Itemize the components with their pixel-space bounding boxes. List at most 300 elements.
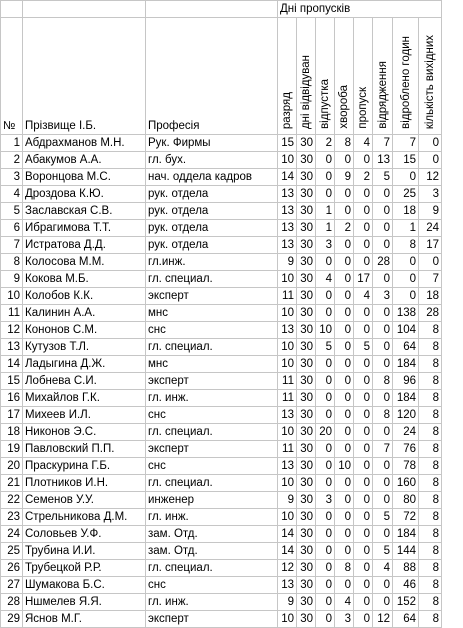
value-cell[interactable]: 0 bbox=[373, 220, 393, 237]
value-cell[interactable]: 8 bbox=[419, 390, 442, 407]
value-cell[interactable]: 0 bbox=[354, 560, 373, 577]
profession-cell[interactable]: гл. инж. bbox=[146, 594, 278, 611]
value-cell[interactable]: 0 bbox=[373, 577, 393, 594]
value-cell[interactable]: 8 bbox=[419, 441, 442, 458]
row-number-cell[interactable]: 28 bbox=[1, 594, 23, 611]
value-cell[interactable]: 3 bbox=[316, 237, 335, 254]
header-blank-cell[interactable] bbox=[146, 1, 278, 18]
value-cell[interactable]: 8 bbox=[419, 594, 442, 611]
value-cell[interactable]: 120 bbox=[393, 407, 419, 424]
value-cell[interactable]: 9 bbox=[278, 254, 297, 271]
profession-cell[interactable]: зам. Отд. bbox=[146, 543, 278, 560]
value-cell[interactable]: 0 bbox=[354, 186, 373, 203]
profession-cell[interactable]: гл. специал. bbox=[146, 560, 278, 577]
value-cell[interactable]: 30 bbox=[297, 169, 316, 186]
value-cell[interactable]: 0 bbox=[354, 322, 373, 339]
value-cell[interactable]: 0 bbox=[373, 237, 393, 254]
value-cell[interactable]: 5 bbox=[373, 509, 393, 526]
value-cell[interactable]: 13 bbox=[278, 322, 297, 339]
profession-cell[interactable]: гл. специал. bbox=[146, 339, 278, 356]
value-cell[interactable]: 11 bbox=[278, 390, 297, 407]
employee-name-cell[interactable]: Стрельникова Д.М. bbox=[23, 509, 146, 526]
value-cell[interactable]: 30 bbox=[297, 220, 316, 237]
profession-cell[interactable]: Рук. Фирмы bbox=[146, 135, 278, 152]
value-cell[interactable]: 0 bbox=[316, 305, 335, 322]
value-cell[interactable]: 28 bbox=[373, 254, 393, 271]
value-cell[interactable]: 0 bbox=[373, 475, 393, 492]
value-cell[interactable]: 30 bbox=[297, 526, 316, 543]
profession-cell[interactable]: эксперт bbox=[146, 373, 278, 390]
value-cell[interactable]: 0 bbox=[335, 237, 354, 254]
row-number-cell[interactable]: 21 bbox=[1, 475, 23, 492]
value-cell[interactable]: 20 bbox=[316, 424, 335, 441]
header-col-cell[interactable] bbox=[419, 18, 442, 135]
profession-cell[interactable]: гл.инж. bbox=[146, 254, 278, 271]
value-cell[interactable]: 30 bbox=[297, 390, 316, 407]
value-cell[interactable]: 14 bbox=[278, 169, 297, 186]
value-cell[interactable]: 8 bbox=[419, 373, 442, 390]
value-cell[interactable]: 30 bbox=[297, 373, 316, 390]
employee-name-cell[interactable]: Праскурина Г.Б. bbox=[23, 458, 146, 475]
value-cell[interactable]: 0 bbox=[354, 611, 373, 628]
value-cell[interactable]: 10 bbox=[278, 152, 297, 169]
value-cell[interactable]: 30 bbox=[297, 203, 316, 220]
value-cell[interactable]: 18 bbox=[419, 288, 442, 305]
value-cell[interactable]: 10 bbox=[278, 305, 297, 322]
profession-cell[interactable]: снс bbox=[146, 577, 278, 594]
value-cell[interactable]: 0 bbox=[354, 441, 373, 458]
row-number-cell[interactable]: 16 bbox=[1, 390, 23, 407]
value-cell[interactable]: 3 bbox=[335, 611, 354, 628]
value-cell[interactable]: 104 bbox=[393, 322, 419, 339]
value-cell[interactable]: 8 bbox=[419, 458, 442, 475]
profession-cell[interactable]: гл. специал. bbox=[146, 424, 278, 441]
value-cell[interactable]: 0 bbox=[335, 271, 354, 288]
row-number-cell[interactable]: 25 bbox=[1, 543, 23, 560]
value-cell[interactable]: 15 bbox=[393, 152, 419, 169]
value-cell[interactable]: 0 bbox=[316, 288, 335, 305]
value-cell[interactable]: 30 bbox=[297, 611, 316, 628]
value-cell[interactable]: 8 bbox=[419, 475, 442, 492]
row-number-cell[interactable]: 15 bbox=[1, 373, 23, 390]
value-cell[interactable]: 0 bbox=[316, 169, 335, 186]
value-cell[interactable]: 4 bbox=[354, 288, 373, 305]
value-cell[interactable]: 0 bbox=[354, 305, 373, 322]
header-blank-cell[interactable] bbox=[23, 1, 146, 18]
row-number-cell[interactable]: 9 bbox=[1, 271, 23, 288]
value-cell[interactable]: 5 bbox=[373, 543, 393, 560]
value-cell[interactable]: 18 bbox=[393, 203, 419, 220]
value-cell[interactable]: 0 bbox=[335, 373, 354, 390]
value-cell[interactable]: 13 bbox=[278, 458, 297, 475]
profession-cell[interactable]: гл. специал. bbox=[146, 271, 278, 288]
employee-name-cell[interactable]: Дроздова К.Ю. bbox=[23, 186, 146, 203]
value-cell[interactable]: 2 bbox=[354, 169, 373, 186]
value-cell[interactable]: 8 bbox=[419, 611, 442, 628]
employee-name-cell[interactable]: Ибрагимова Т.Т. bbox=[23, 220, 146, 237]
header-col-cell[interactable] bbox=[278, 18, 297, 135]
header-blank-cell[interactable] bbox=[1, 1, 23, 18]
value-cell[interactable]: 17 bbox=[419, 237, 442, 254]
employee-name-cell[interactable]: Кононов С.М. bbox=[23, 322, 146, 339]
value-cell[interactable]: 7 bbox=[393, 135, 419, 152]
row-number-cell[interactable]: 27 bbox=[1, 577, 23, 594]
value-cell[interactable]: 0 bbox=[335, 526, 354, 543]
employee-name-cell[interactable]: Истратова Д.Д. bbox=[23, 237, 146, 254]
row-number-cell[interactable]: 26 bbox=[1, 560, 23, 577]
value-cell[interactable]: 46 bbox=[393, 577, 419, 594]
value-cell[interactable]: 0 bbox=[354, 492, 373, 509]
value-cell[interactable]: 0 bbox=[316, 152, 335, 169]
value-cell[interactable]: 0 bbox=[373, 492, 393, 509]
value-cell[interactable]: 64 bbox=[393, 339, 419, 356]
row-number-cell[interactable]: 7 bbox=[1, 237, 23, 254]
header-group-cell[interactable] bbox=[278, 1, 442, 18]
header-col-cell[interactable] bbox=[373, 18, 393, 135]
value-cell[interactable]: 0 bbox=[354, 237, 373, 254]
value-cell[interactable]: 0 bbox=[354, 594, 373, 611]
value-cell[interactable]: 0 bbox=[335, 475, 354, 492]
value-cell[interactable]: 8 bbox=[419, 526, 442, 543]
profession-cell[interactable]: эксперт bbox=[146, 611, 278, 628]
value-cell[interactable]: 10 bbox=[316, 322, 335, 339]
value-cell[interactable]: 0 bbox=[335, 424, 354, 441]
row-number-cell[interactable]: 8 bbox=[1, 254, 23, 271]
value-cell[interactable]: 0 bbox=[335, 441, 354, 458]
value-cell[interactable]: 0 bbox=[419, 254, 442, 271]
value-cell[interactable]: 30 bbox=[297, 135, 316, 152]
value-cell[interactable]: 4 bbox=[373, 560, 393, 577]
value-cell[interactable]: 0 bbox=[316, 390, 335, 407]
value-cell[interactable]: 30 bbox=[297, 492, 316, 509]
row-number-cell[interactable]: 2 bbox=[1, 152, 23, 169]
value-cell[interactable]: 0 bbox=[316, 254, 335, 271]
value-cell[interactable]: 8 bbox=[419, 577, 442, 594]
value-cell[interactable]: 10 bbox=[278, 509, 297, 526]
value-cell[interactable]: 0 bbox=[316, 373, 335, 390]
value-cell[interactable]: 184 bbox=[393, 390, 419, 407]
value-cell[interactable]: 30 bbox=[297, 475, 316, 492]
profession-cell[interactable]: гл. инж. bbox=[146, 390, 278, 407]
value-cell[interactable]: 11 bbox=[278, 288, 297, 305]
value-cell[interactable]: 14 bbox=[278, 526, 297, 543]
value-cell[interactable]: 4 bbox=[335, 594, 354, 611]
profession-cell[interactable]: эксперт bbox=[146, 288, 278, 305]
employee-name-cell[interactable]: Колосова М.М. bbox=[23, 254, 146, 271]
row-number-cell[interactable]: 11 bbox=[1, 305, 23, 322]
value-cell[interactable]: 0 bbox=[316, 186, 335, 203]
value-cell[interactable]: 0 bbox=[316, 407, 335, 424]
row-number-cell[interactable]: 12 bbox=[1, 322, 23, 339]
value-cell[interactable]: 5 bbox=[373, 169, 393, 186]
value-cell[interactable]: 3 bbox=[373, 288, 393, 305]
value-cell[interactable]: 0 bbox=[316, 509, 335, 526]
row-number-cell[interactable]: 13 bbox=[1, 339, 23, 356]
value-cell[interactable]: 0 bbox=[354, 424, 373, 441]
value-cell[interactable]: 13 bbox=[278, 577, 297, 594]
employee-name-cell[interactable]: Трубецкой Р.Р. bbox=[23, 560, 146, 577]
value-cell[interactable]: 80 bbox=[393, 492, 419, 509]
value-cell[interactable]: 10 bbox=[278, 475, 297, 492]
employee-name-cell[interactable]: Михеев И.Л. bbox=[23, 407, 146, 424]
value-cell[interactable]: 0 bbox=[335, 543, 354, 560]
employee-name-cell[interactable]: Шумакова Б.С. bbox=[23, 577, 146, 594]
value-cell[interactable]: 13 bbox=[278, 220, 297, 237]
row-number-cell[interactable]: 3 bbox=[1, 169, 23, 186]
employee-name-cell[interactable]: Калинин А.А. bbox=[23, 305, 146, 322]
value-cell[interactable]: 28 bbox=[419, 305, 442, 322]
value-cell[interactable]: 88 bbox=[393, 560, 419, 577]
value-cell[interactable]: 11 bbox=[278, 373, 297, 390]
value-cell[interactable]: 76 bbox=[393, 441, 419, 458]
value-cell[interactable]: 9 bbox=[278, 492, 297, 509]
value-cell[interactable]: 0 bbox=[354, 407, 373, 424]
value-cell[interactable]: 10 bbox=[278, 339, 297, 356]
value-cell[interactable]: 11 bbox=[278, 441, 297, 458]
employee-name-cell[interactable]: Колобов К.К. bbox=[23, 288, 146, 305]
value-cell[interactable]: 30 bbox=[297, 237, 316, 254]
profession-cell[interactable]: рук. отдела bbox=[146, 237, 278, 254]
row-number-cell[interactable]: 6 bbox=[1, 220, 23, 237]
value-cell[interactable]: 1 bbox=[316, 203, 335, 220]
value-cell[interactable]: 0 bbox=[335, 152, 354, 169]
value-cell[interactable]: 4 bbox=[354, 135, 373, 152]
profession-cell[interactable]: эксперт bbox=[146, 441, 278, 458]
value-cell[interactable]: 13 bbox=[278, 186, 297, 203]
profession-cell[interactable]: зам. Отд. bbox=[146, 526, 278, 543]
value-cell[interactable]: 5 bbox=[316, 339, 335, 356]
value-cell[interactable]: 8 bbox=[419, 560, 442, 577]
value-cell[interactable]: 15 bbox=[278, 135, 297, 152]
value-cell[interactable]: 13 bbox=[278, 407, 297, 424]
value-cell[interactable]: 0 bbox=[354, 543, 373, 560]
value-cell[interactable]: 24 bbox=[419, 220, 442, 237]
value-cell[interactable]: 30 bbox=[297, 594, 316, 611]
value-cell[interactable]: 0 bbox=[393, 169, 419, 186]
row-number-cell[interactable]: 22 bbox=[1, 492, 23, 509]
value-cell[interactable]: 13 bbox=[278, 237, 297, 254]
value-cell[interactable]: 10 bbox=[278, 611, 297, 628]
value-cell[interactable]: 0 bbox=[335, 322, 354, 339]
value-cell[interactable]: 96 bbox=[393, 373, 419, 390]
value-cell[interactable]: 8 bbox=[419, 322, 442, 339]
value-cell[interactable]: 0 bbox=[354, 356, 373, 373]
profession-cell[interactable]: гл. бух. bbox=[146, 152, 278, 169]
value-cell[interactable]: 0 bbox=[393, 288, 419, 305]
value-cell[interactable]: 10 bbox=[278, 271, 297, 288]
value-cell[interactable]: 0 bbox=[335, 203, 354, 220]
value-cell[interactable]: 0 bbox=[335, 339, 354, 356]
row-number-cell[interactable]: 23 bbox=[1, 509, 23, 526]
value-cell[interactable]: 1 bbox=[316, 220, 335, 237]
value-cell[interactable]: 30 bbox=[297, 424, 316, 441]
value-cell[interactable]: 30 bbox=[297, 271, 316, 288]
value-cell[interactable]: 30 bbox=[297, 560, 316, 577]
profession-cell[interactable]: снс bbox=[146, 458, 278, 475]
value-cell[interactable]: 30 bbox=[297, 339, 316, 356]
value-cell[interactable]: 30 bbox=[297, 577, 316, 594]
profession-cell[interactable]: инженер bbox=[146, 492, 278, 509]
value-cell[interactable]: 2 bbox=[316, 135, 335, 152]
value-cell[interactable]: 72 bbox=[393, 509, 419, 526]
value-cell[interactable]: 30 bbox=[297, 509, 316, 526]
value-cell[interactable]: 5 bbox=[354, 339, 373, 356]
value-cell[interactable]: 10 bbox=[335, 458, 354, 475]
employee-name-cell[interactable]: Ладыгина Д.Ж. bbox=[23, 356, 146, 373]
value-cell[interactable]: 0 bbox=[373, 339, 393, 356]
value-cell[interactable]: 30 bbox=[297, 254, 316, 271]
employee-name-cell[interactable]: Никонов Э.С. bbox=[23, 424, 146, 441]
value-cell[interactable]: 8 bbox=[419, 543, 442, 560]
profession-cell[interactable]: рук. отдела bbox=[146, 186, 278, 203]
value-cell[interactable]: 30 bbox=[297, 186, 316, 203]
value-cell[interactable]: 0 bbox=[373, 186, 393, 203]
employee-name-cell[interactable]: Соловьев У.Ф. bbox=[23, 526, 146, 543]
profession-cell[interactable]: гл. специал. bbox=[146, 475, 278, 492]
value-cell[interactable]: 0 bbox=[373, 424, 393, 441]
value-cell[interactable]: 0 bbox=[373, 526, 393, 543]
value-cell[interactable]: 8 bbox=[419, 407, 442, 424]
value-cell[interactable]: 0 bbox=[316, 577, 335, 594]
value-cell[interactable]: 0 bbox=[335, 407, 354, 424]
row-number-cell[interactable]: 18 bbox=[1, 424, 23, 441]
value-cell[interactable]: 10 bbox=[278, 424, 297, 441]
value-cell[interactable]: 8 bbox=[419, 509, 442, 526]
header-name-cell[interactable] bbox=[23, 18, 146, 135]
value-cell[interactable]: 8 bbox=[393, 237, 419, 254]
value-cell[interactable]: 12 bbox=[419, 169, 442, 186]
value-cell[interactable]: 0 bbox=[393, 254, 419, 271]
employee-name-cell[interactable]: Ншмелев Я.Я. bbox=[23, 594, 146, 611]
row-number-cell[interactable]: 10 bbox=[1, 288, 23, 305]
employee-name-cell[interactable]: Кутузов Т.Л. bbox=[23, 339, 146, 356]
value-cell[interactable]: 0 bbox=[316, 475, 335, 492]
profession-cell[interactable]: нач. оддела кадров bbox=[146, 169, 278, 186]
value-cell[interactable]: 0 bbox=[419, 135, 442, 152]
value-cell[interactable]: 0 bbox=[373, 390, 393, 407]
value-cell[interactable]: 0 bbox=[373, 203, 393, 220]
value-cell[interactable]: 138 bbox=[393, 305, 419, 322]
value-cell[interactable]: 24 bbox=[393, 424, 419, 441]
employee-name-cell[interactable]: Михайлов Г.К. bbox=[23, 390, 146, 407]
value-cell[interactable]: 0 bbox=[316, 441, 335, 458]
value-cell[interactable]: 30 bbox=[297, 458, 316, 475]
profession-cell[interactable]: мнс bbox=[146, 356, 278, 373]
value-cell[interactable]: 12 bbox=[373, 611, 393, 628]
value-cell[interactable]: 3 bbox=[419, 186, 442, 203]
value-cell[interactable]: 7 bbox=[373, 441, 393, 458]
value-cell[interactable]: 8 bbox=[373, 407, 393, 424]
value-cell[interactable]: 8 bbox=[373, 373, 393, 390]
row-number-cell[interactable]: 29 bbox=[1, 611, 23, 628]
value-cell[interactable]: 0 bbox=[373, 271, 393, 288]
value-cell[interactable]: 0 bbox=[354, 526, 373, 543]
value-cell[interactable]: 0 bbox=[316, 356, 335, 373]
value-cell[interactable]: 8 bbox=[419, 339, 442, 356]
value-cell[interactable]: 8 bbox=[419, 492, 442, 509]
value-cell[interactable]: 30 bbox=[297, 152, 316, 169]
value-cell[interactable]: 25 bbox=[393, 186, 419, 203]
value-cell[interactable]: 0 bbox=[335, 509, 354, 526]
value-cell[interactable]: 0 bbox=[373, 594, 393, 611]
value-cell[interactable]: 0 bbox=[354, 390, 373, 407]
value-cell[interactable]: 152 bbox=[393, 594, 419, 611]
value-cell[interactable]: 30 bbox=[297, 305, 316, 322]
employee-name-cell[interactable]: Плотников И.Н. bbox=[23, 475, 146, 492]
value-cell[interactable]: 30 bbox=[297, 322, 316, 339]
value-cell[interactable]: 0 bbox=[335, 577, 354, 594]
value-cell[interactable]: 9 bbox=[335, 169, 354, 186]
value-cell[interactable]: 17 bbox=[354, 271, 373, 288]
value-cell[interactable]: 8 bbox=[419, 424, 442, 441]
header-num-cell[interactable] bbox=[1, 18, 23, 135]
value-cell[interactable]: 0 bbox=[393, 271, 419, 288]
value-cell[interactable]: 0 bbox=[335, 305, 354, 322]
value-cell[interactable]: 13 bbox=[278, 203, 297, 220]
value-cell[interactable]: 0 bbox=[335, 254, 354, 271]
row-number-cell[interactable]: 24 bbox=[1, 526, 23, 543]
value-cell[interactable]: 64 bbox=[393, 611, 419, 628]
employee-name-cell[interactable]: Воронцова М.С. bbox=[23, 169, 146, 186]
value-cell[interactable]: 0 bbox=[354, 373, 373, 390]
value-cell[interactable]: 2 bbox=[335, 220, 354, 237]
value-cell[interactable]: 0 bbox=[335, 390, 354, 407]
employee-name-cell[interactable]: Лобнева С.И. bbox=[23, 373, 146, 390]
value-cell[interactable]: 0 bbox=[373, 322, 393, 339]
row-number-cell[interactable]: 19 bbox=[1, 441, 23, 458]
row-number-cell[interactable]: 5 bbox=[1, 203, 23, 220]
value-cell[interactable]: 0 bbox=[373, 305, 393, 322]
value-cell[interactable]: 0 bbox=[354, 254, 373, 271]
value-cell[interactable]: 0 bbox=[335, 492, 354, 509]
value-cell[interactable]: 30 bbox=[297, 407, 316, 424]
value-cell[interactable]: 0 bbox=[373, 356, 393, 373]
profession-cell[interactable]: рук. отдела bbox=[146, 220, 278, 237]
value-cell[interactable]: 7 bbox=[419, 271, 442, 288]
profession-cell[interactable]: гл. инж. bbox=[146, 509, 278, 526]
value-cell[interactable]: 0 bbox=[373, 458, 393, 475]
header-col-cell[interactable] bbox=[297, 18, 316, 135]
row-number-cell[interactable]: 17 bbox=[1, 407, 23, 424]
value-cell[interactable]: 78 bbox=[393, 458, 419, 475]
value-cell[interactable]: 13 bbox=[373, 152, 393, 169]
value-cell[interactable]: 0 bbox=[316, 543, 335, 560]
value-cell[interactable]: 30 bbox=[297, 543, 316, 560]
value-cell[interactable]: 0 bbox=[419, 152, 442, 169]
employee-name-cell[interactable]: Кокова М.Б. bbox=[23, 271, 146, 288]
value-cell[interactable]: 12 bbox=[278, 560, 297, 577]
value-cell[interactable]: 160 bbox=[393, 475, 419, 492]
value-cell[interactable]: 184 bbox=[393, 526, 419, 543]
profession-cell[interactable]: снс bbox=[146, 322, 278, 339]
value-cell[interactable]: 8 bbox=[335, 135, 354, 152]
value-cell[interactable]: 0 bbox=[316, 611, 335, 628]
value-cell[interactable]: 0 bbox=[354, 203, 373, 220]
header-col-cell[interactable] bbox=[335, 18, 354, 135]
header-col-cell[interactable] bbox=[354, 18, 373, 135]
header-col-cell[interactable] bbox=[316, 18, 335, 135]
value-cell[interactable]: 30 bbox=[297, 356, 316, 373]
value-cell[interactable]: 0 bbox=[354, 475, 373, 492]
value-cell[interactable]: 30 bbox=[297, 288, 316, 305]
row-number-cell[interactable]: 4 bbox=[1, 186, 23, 203]
value-cell[interactable]: 0 bbox=[316, 458, 335, 475]
value-cell[interactable]: 184 bbox=[393, 356, 419, 373]
value-cell[interactable]: 8 bbox=[419, 356, 442, 373]
value-cell[interactable]: 9 bbox=[278, 594, 297, 611]
value-cell[interactable]: 10 bbox=[278, 356, 297, 373]
value-cell[interactable]: 0 bbox=[316, 560, 335, 577]
